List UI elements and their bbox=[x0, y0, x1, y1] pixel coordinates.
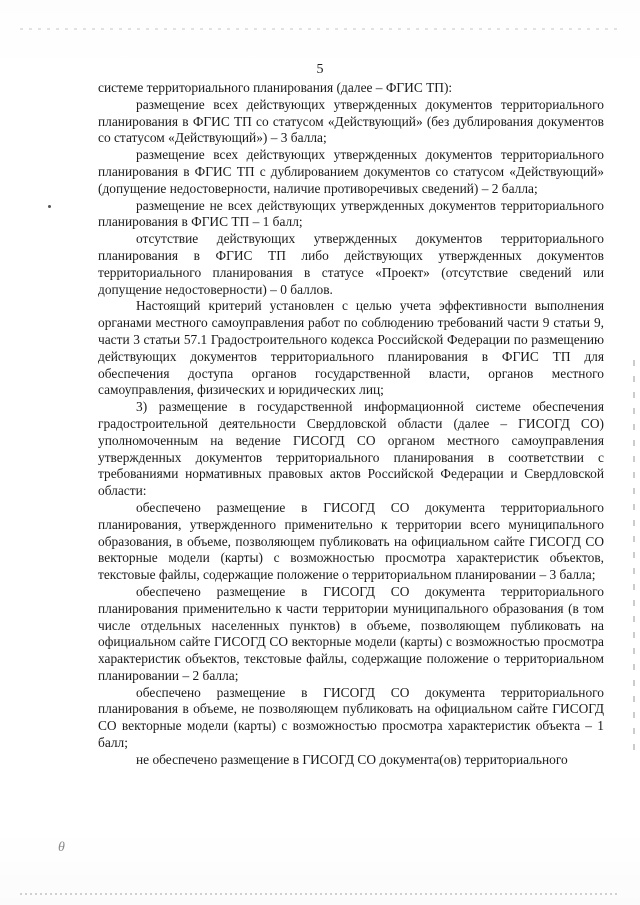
paragraph: отсутствие действующих утвержденных документов территориального планирования в ФГИС ТП либо действующих утвержденных документов территориального планирования в статусе «Проект» (отсутствие сведений или допущение недостоверности) – 0 баллов. bbox=[98, 231, 604, 297]
document-body bbox=[98, 80, 604, 769]
margin-scribble: θ bbox=[58, 840, 65, 855]
paragraph: обеспечено размещение в ГИСОГД СО документа территориального планирования применительно к части территории муниципального образования (в том числе отдельных населенных пунктов) в объеме, позволяющем публиковать на официальном сайте ГИСОГД СО векторные модели (карты) с возможностью просмотра характеристик объектов, текстовые файлы, содержащие положение о территориальном планировании – 2 балла; bbox=[98, 583, 604, 683]
paragraph: размещение не всех действующих утвержденных документов территориального планирования в ФГИС ТП – 1 балл; bbox=[98, 197, 604, 230]
scan-dot bbox=[48, 205, 51, 208]
page-number: 5 bbox=[316, 62, 324, 77]
paragraph: размещение всех действующих утвержденных документов территориального планирования в ФГИС ТП с дублированием документов со статусом «Действующий» (допущение недостоверности, наличие противоречивых сведений) – 2 балла; bbox=[98, 147, 604, 196]
paragraph: системе территориального планирования (далее – ФГИС ТП): bbox=[98, 80, 453, 95]
paragraph: не обеспечено размещение в ГИСОГД СО документа(ов) территориального bbox=[136, 751, 568, 767]
paragraph: обеспечено размещение в ГИСОГД СО документа территориального планирования в объеме, не позволяющем публиковать на официальном сайте ГИСОГД СО векторные модели (карты) с возможностью просмотра характеристик объекта – 1 балл; bbox=[98, 684, 604, 751]
paragraph: 3) размещение в государственной информационной системе обеспечения градостроительной деятельности Свердловской области (далее – ГИСОГД СО) уполномоченным на ведение ГИСОГД СО органом местного самоуправления утвержденных документов территориального планирования в соответствии с требованиями нормативных правовых актов Российской Федерации и Свердловской области: bbox=[98, 399, 604, 499]
paragraph: размещение всех действующих утвержденных документов территориального планирования в ФГИС ТП со статусом «Действующий» (без дублирования документов со статусом «Действующий») – 3 балла; bbox=[98, 96, 604, 146]
paragraph: Настоящий критерий установлен с целью учета эффективности выполнения органами местного самоуправления работ по соблюдению требований части 9 статьи 9, части 3 статьи 57.1 Градостроительного кодекса Российской Федерации по размещению действующих документов территориального планирования в ФГИС ТП для обеспечения доступа органов государственной власти, органов местного самоуправления, физических и юридических лиц; bbox=[98, 298, 604, 398]
scan-artifact-edge bbox=[633, 360, 635, 750]
scan-artifact-top bbox=[20, 28, 620, 30]
scan-artifact-bottom bbox=[20, 893, 620, 895]
paragraph: обеспечено размещение в ГИСОГД СО документа территориального планирования, утвержденного применительно к территории всего муниципального образования, в объеме, позволяющем публиковать на официальном сайте ГИСОГД СО векторные модели (карты) с возможностью просмотра характеристик объектов, текстовые файлы, содержащие положение о территориальном планировании – 3 балла; bbox=[98, 499, 604, 583]
